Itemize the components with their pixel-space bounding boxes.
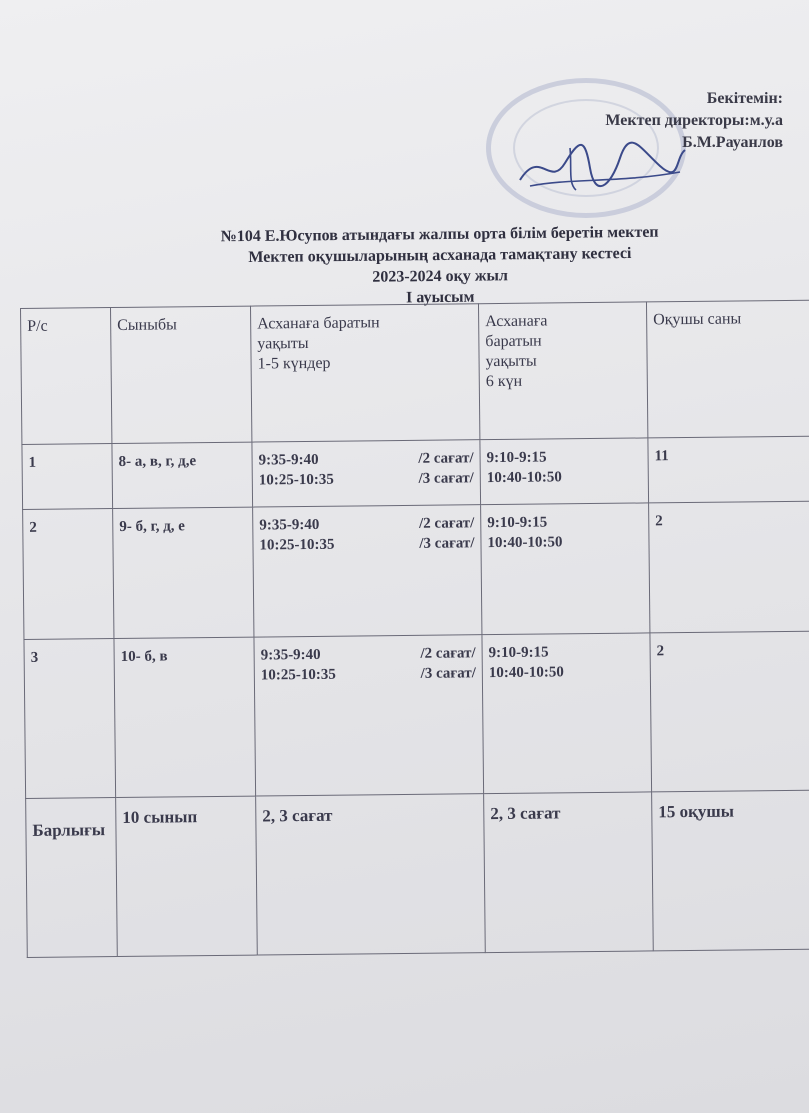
row-saturday-times: 9:10-9:15 10:40-10:50 [482,633,652,794]
row-weekday-times: 9:35-9:40 /2 сағат/ 10:25-10:35 /3 сағат/ [254,635,484,796]
schedule-subtitle: Мектеп оқушыларының асханада тамақтану кестесі [248,244,632,267]
shift-label: I ауысым [406,288,475,307]
row-saturday-times: 9:10-9:15 10:40-10:50 [481,503,650,634]
school-name: №104 Е.Юсупов атындағы жалпы орта білім беретін мектеп [220,223,659,246]
total-weekday: 2, 3 сағат [256,794,486,955]
row-student-count: 2 [650,631,809,792]
academic-year: 2023-2024 оқу жыл [372,267,509,286]
approval-director-name: Б.М.Рауанлов [682,134,783,151]
total-class: 10 сынып [116,796,258,957]
header-saturday-time: Асханаға баратын уақыты 6 күн [478,302,647,439]
row-weekday-times: 9:35-9:40 /2 сағат/ 10:25-10:35 /3 сағат/ [252,439,481,507]
table-header-row [21,300,809,444]
approval-heading: Бекітемін: [706,90,783,107]
row-student-count: 2 [649,502,809,633]
total-student-count: 15 оқушы [652,790,809,951]
meal-schedule-table [20,300,809,958]
table-row [24,631,809,798]
row-class: 9- б, г, д, е [113,508,254,639]
table-row [22,436,809,510]
row-saturday-times: 9:10-9:15 10:40-10:50 [480,438,649,505]
row-number: 3 [24,638,116,798]
table-total-row [26,790,809,957]
table-row [23,502,809,640]
row-number: 1 [22,443,113,510]
header-number: Р/с [21,308,112,445]
row-class: 8- а, в, г, д,е [112,442,253,509]
row-student-count: 11 [648,436,809,504]
total-saturday: 2, 3 сағат [484,792,654,953]
document-title [150,221,731,311]
approval-block [605,88,783,154]
approval-position: Мектеп директоры:м.у.а [605,112,783,129]
row-class: 10- б, в [114,637,256,798]
row-weekday-times: 9:35-9:40 /2 сағат/ 10:25-10:35 /3 сағат/ [253,505,482,637]
header-weekday-time: Асханаға баратын уақыты 1-5 күндер [250,304,479,442]
row-number: 2 [23,509,114,639]
total-label: Барлығы [26,797,118,957]
header-student-count: Оқушы саны [646,300,809,438]
header-class: Сыныбы [111,306,252,443]
